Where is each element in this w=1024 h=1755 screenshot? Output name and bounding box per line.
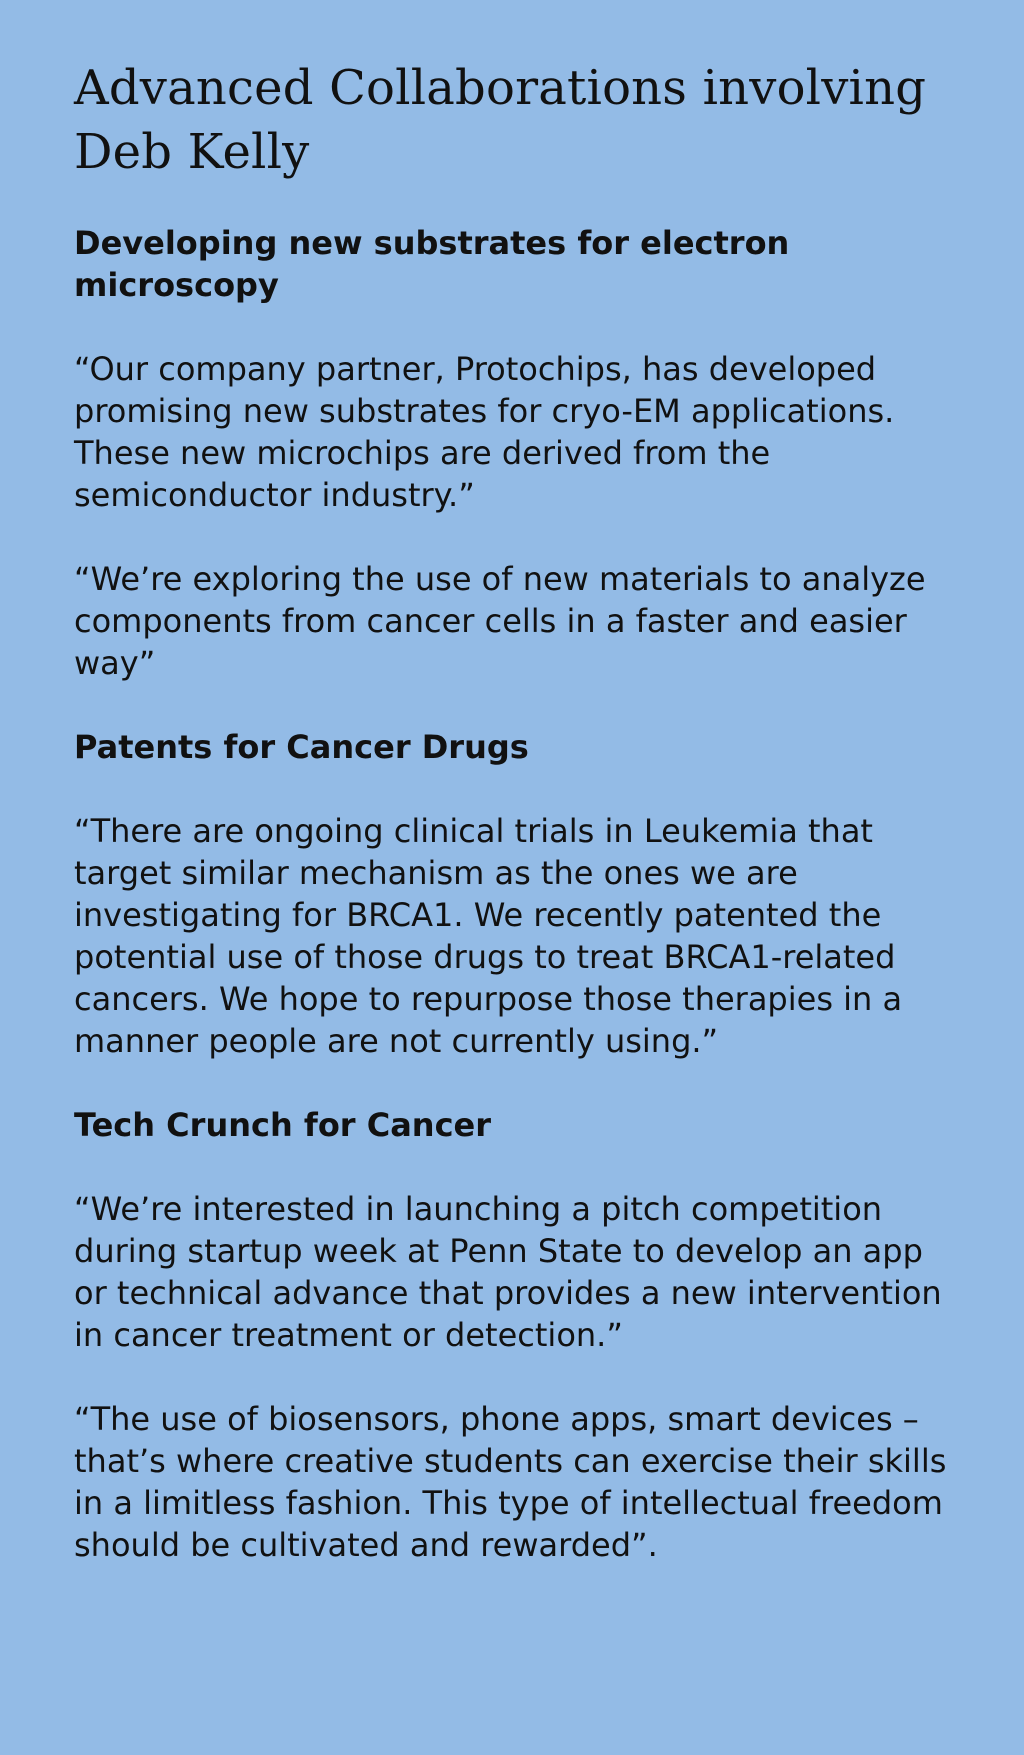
quote-paragraph: “The use of biosensors, phone apps, smart devices – that’s where creative students can exercise their skills in a limitless fashion. This type of intellectual freedom should be cultivated and rewarded”.: [74, 1400, 947, 1564]
spacer: [74, 1062, 954, 1104]
section-tech-crunch: [74, 1104, 954, 1566]
spacer: [74, 184, 954, 222]
spacer: [74, 1356, 954, 1398]
spacer: [74, 516, 954, 558]
quote-paragraph: “We’re interested in launching a pitch competition during startup week at Penn State to develop an app or technical advance that provides a new intervention in cancer treatment or detection.”: [74, 1190, 942, 1354]
spacer: [74, 768, 954, 810]
quote-paragraph: “There are ongoing clinical trials in Leukemia that target similar mechanism as the ones we are investigating for BRCA1. We recently patented the potential use of those drugs to treat BRCA1-related cancers. We hope to repurpose those therapies in a manner people are not currently using.”: [74, 812, 903, 1060]
spacer: [74, 1146, 954, 1188]
section-substrates: [74, 222, 954, 684]
section-heading: Tech Crunch for Cancer: [74, 1106, 492, 1144]
page-title: Advanced Collaborations involving Deb Kelly: [74, 60, 927, 180]
spacer: [74, 684, 954, 726]
section-heading: Developing new substrates for electron microscopy: [74, 224, 790, 304]
quote-paragraph: “We’re exploring the use of new materials to analyze components from cancer cells in a faster and easier way”: [74, 560, 926, 682]
section-heading: Patents for Cancer Drugs: [74, 728, 529, 766]
quote-paragraph: “Our company partner, Protochips, has developed promising new substrates for cryo-EM applications. These new microchips are derived from the semiconductor industry.”: [74, 350, 895, 514]
section-patents: [74, 726, 954, 1062]
spacer: [74, 306, 954, 348]
